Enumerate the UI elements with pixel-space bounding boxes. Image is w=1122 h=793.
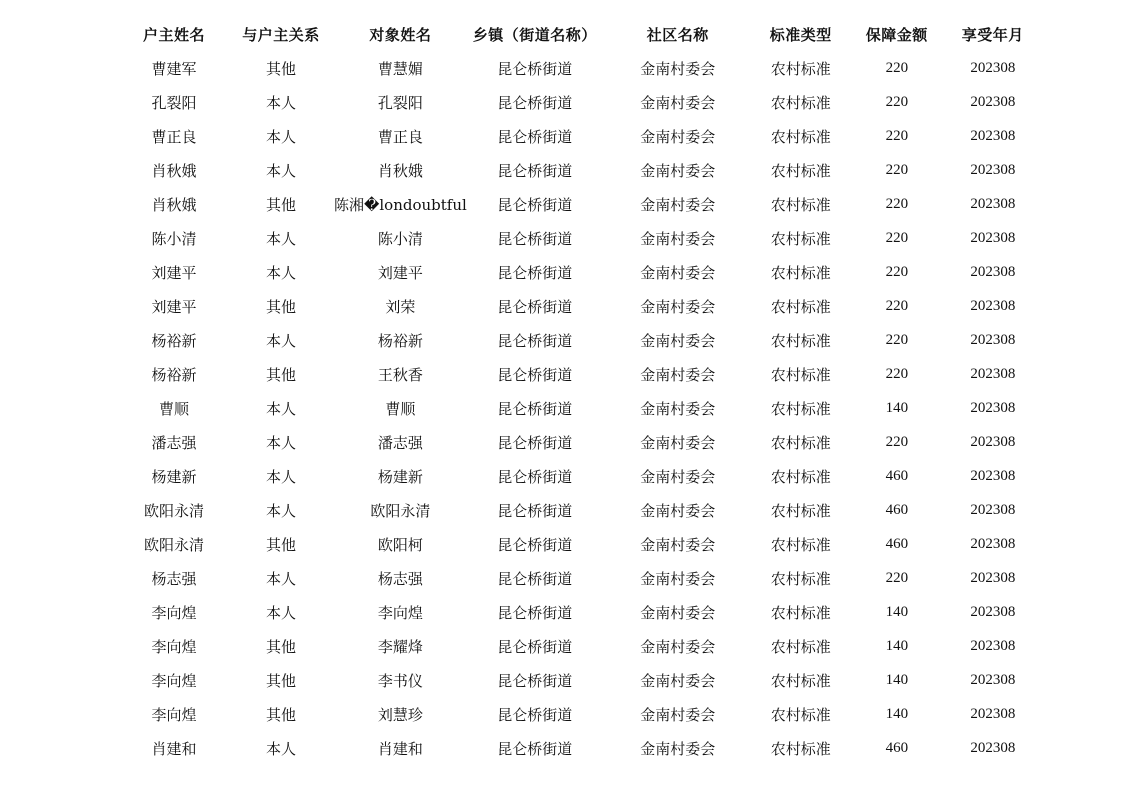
cell-standard-type: 农村标准	[770, 127, 831, 146]
cell-recipient-name: 刘慧珍	[377, 705, 423, 724]
table-row	[120, 527, 1041, 561]
cell-community: 金南村委会	[640, 739, 716, 758]
table-row	[120, 663, 1041, 697]
cell-period: 202308	[970, 739, 1016, 756]
cell-amount: 220	[885, 297, 909, 314]
cell-amount: 460	[885, 739, 909, 756]
cell-standard-type: 农村标准	[770, 467, 831, 486]
cell-relationship: 本人	[265, 603, 296, 622]
cell-period: 202308	[970, 59, 1016, 76]
cell-period: 202308	[970, 705, 1016, 722]
cell-household-head-name: 刘建平	[151, 297, 197, 316]
cell-community: 金南村委会	[640, 603, 716, 622]
cell-relationship: 本人	[265, 433, 296, 452]
cell-household-head-name: 杨建新	[151, 467, 197, 486]
table-body	[120, 51, 1041, 765]
cell-recipient-name: 肖建和	[377, 739, 423, 758]
cell-relationship: 其他	[265, 365, 296, 384]
cell-community: 金南村委会	[640, 705, 716, 724]
cell-standard-type: 农村标准	[770, 161, 831, 180]
cell-period: 202308	[970, 501, 1016, 518]
cell-town-street: 昆仑桥街道	[497, 365, 573, 384]
table-row	[120, 289, 1041, 323]
cell-household-head-name: 肖建和	[151, 739, 197, 758]
cell-community: 金南村委会	[640, 671, 716, 690]
cell-town-street: 昆仑桥街道	[497, 535, 573, 554]
cell-relationship: 本人	[265, 739, 296, 758]
table-row	[120, 187, 1041, 221]
cell-town-street: 昆仑桥街道	[497, 671, 573, 690]
header-relationship: 与户主关系	[242, 25, 320, 44]
cell-community: 金南村委会	[640, 93, 716, 112]
cell-household-head-name: 刘建平	[151, 263, 197, 282]
cell-community: 金南村委会	[640, 637, 716, 656]
cell-period: 202308	[970, 229, 1016, 246]
header-household-head-name: 户主姓名	[142, 25, 205, 44]
cell-standard-type: 农村标准	[770, 501, 831, 520]
cell-town-street: 昆仑桥街道	[497, 195, 573, 214]
cell-standard-type: 农村标准	[770, 603, 831, 622]
cell-relationship: 本人	[265, 569, 296, 588]
cell-amount: 220	[885, 331, 909, 348]
cell-period: 202308	[970, 399, 1016, 416]
cell-amount: 220	[885, 569, 909, 586]
cell-amount: 140	[885, 637, 909, 654]
cell-town-street: 昆仑桥街道	[497, 59, 573, 78]
cell-recipient-name: 肖秋娥	[377, 161, 423, 180]
cell-standard-type: 农村标准	[770, 93, 831, 112]
table-row	[120, 119, 1041, 153]
cell-amount: 140	[885, 603, 909, 620]
cell-relationship: 其他	[265, 671, 296, 690]
cell-community: 金南村委会	[640, 467, 716, 486]
cell-recipient-name: 欧阳永清	[370, 501, 431, 520]
cell-community: 金南村委会	[640, 263, 716, 282]
cell-recipient-name: 刘荣	[385, 297, 416, 316]
table-row	[120, 391, 1041, 425]
table-row	[120, 697, 1041, 731]
cell-period: 202308	[970, 297, 1016, 314]
cell-period: 202308	[970, 603, 1016, 620]
header-recipient-name: 对象姓名	[369, 25, 432, 44]
cell-standard-type: 农村标准	[770, 297, 831, 316]
cell-household-head-name: 杨裕新	[151, 365, 197, 384]
table-row	[120, 255, 1041, 289]
cell-amount: 140	[885, 671, 909, 688]
cell-recipient-name: 潘志强	[377, 433, 423, 452]
cell-amount: 220	[885, 229, 909, 246]
cell-recipient-name: 曹顺	[385, 399, 416, 418]
cell-community: 金南村委会	[640, 127, 716, 146]
cell-town-street: 昆仑桥街道	[497, 637, 573, 656]
cell-household-head-name: 曹顺	[158, 399, 189, 418]
cell-relationship: 其他	[265, 705, 296, 724]
cell-household-head-name: 李向煌	[151, 637, 197, 656]
cell-town-street: 昆仑桥街道	[497, 569, 573, 588]
cell-town-street: 昆仑桥街道	[497, 331, 573, 350]
cell-period: 202308	[970, 467, 1016, 484]
cell-period: 202308	[970, 569, 1016, 586]
cell-recipient-name: 王秋香	[377, 365, 423, 384]
cell-town-street: 昆仑桥街道	[497, 127, 573, 146]
cell-standard-type: 农村标准	[770, 705, 831, 724]
beneficiary-table	[120, 17, 1041, 765]
cell-town-street: 昆仑桥街道	[497, 739, 573, 758]
cell-relationship: 其他	[265, 637, 296, 656]
cell-period: 202308	[970, 161, 1016, 178]
table-row	[120, 595, 1041, 629]
header-standard-type: 标准类型	[769, 25, 832, 44]
cell-community: 金南村委会	[640, 297, 716, 316]
cell-standard-type: 农村标准	[770, 739, 831, 758]
cell-relationship: 其他	[265, 195, 296, 214]
cell-community: 金南村委会	[640, 399, 716, 418]
cell-community: 金南村委会	[640, 433, 716, 452]
cell-standard-type: 农村标准	[770, 399, 831, 418]
cell-recipient-name: 曹慧媚	[377, 59, 423, 78]
cell-community: 金南村委会	[640, 161, 716, 180]
cell-period: 202308	[970, 127, 1016, 144]
cell-relationship: 本人	[265, 229, 296, 248]
cell-amount: 140	[885, 705, 909, 722]
header-amount: 保障金额	[865, 25, 928, 44]
cell-recipient-name: 杨志强	[377, 569, 423, 588]
cell-relationship: 本人	[265, 467, 296, 486]
cell-amount: 140	[885, 399, 909, 416]
header-town-street: 乡镇（街道名称）	[472, 25, 597, 44]
cell-household-head-name: 杨志强	[151, 569, 197, 588]
cell-period: 202308	[970, 93, 1016, 110]
cell-relationship: 本人	[265, 263, 296, 282]
cell-community: 金南村委会	[640, 569, 716, 588]
cell-relationship: 本人	[265, 399, 296, 418]
cell-standard-type: 农村标准	[770, 263, 831, 282]
cell-amount: 220	[885, 93, 909, 110]
cell-standard-type: 农村标准	[770, 229, 831, 248]
cell-household-head-name: 李向煌	[151, 603, 197, 622]
cell-recipient-name: 杨建新	[377, 467, 423, 486]
cell-amount: 220	[885, 433, 909, 450]
cell-community: 金南村委会	[640, 195, 716, 214]
cell-relationship: 本人	[265, 161, 296, 180]
cell-household-head-name: 李向煌	[151, 671, 197, 690]
cell-period: 202308	[970, 195, 1016, 212]
cell-household-head-name: 潘志强	[151, 433, 197, 452]
cell-recipient-name: 李向煌	[377, 603, 423, 622]
cell-relationship: 其他	[265, 297, 296, 316]
cell-recipient-name: 陈湘�londoubtful	[334, 195, 467, 214]
cell-standard-type: 农村标准	[770, 59, 831, 78]
cell-recipient-name: 李书仪	[377, 671, 423, 690]
cell-recipient-name: 杨裕新	[377, 331, 423, 350]
header-community: 社区名称	[646, 25, 709, 44]
cell-recipient-name: 李耀烽	[377, 637, 423, 656]
cell-amount: 220	[885, 161, 909, 178]
cell-standard-type: 农村标准	[770, 569, 831, 588]
cell-recipient-name: 曹正良	[377, 127, 423, 146]
cell-period: 202308	[970, 671, 1016, 688]
cell-household-head-name: 肖秋娥	[151, 195, 197, 214]
cell-relationship: 本人	[265, 93, 296, 112]
cell-amount: 460	[885, 467, 909, 484]
cell-recipient-name: 刘建平	[377, 263, 423, 282]
cell-period: 202308	[970, 535, 1016, 552]
cell-town-street: 昆仑桥街道	[497, 297, 573, 316]
cell-amount: 460	[885, 535, 909, 552]
cell-period: 202308	[970, 433, 1016, 450]
cell-town-street: 昆仑桥街道	[497, 93, 573, 112]
cell-household-head-name: 孔裂阳	[151, 93, 197, 112]
cell-period: 202308	[970, 637, 1016, 654]
cell-amount: 220	[885, 263, 909, 280]
cell-household-head-name: 杨裕新	[151, 331, 197, 350]
table-row	[120, 357, 1041, 391]
cell-recipient-name: 孔裂阳	[377, 93, 423, 112]
cell-relationship: 本人	[265, 127, 296, 146]
cell-household-head-name: 曹建军	[151, 59, 197, 78]
cell-town-street: 昆仑桥街道	[497, 433, 573, 452]
table-row	[120, 51, 1041, 85]
cell-household-head-name: 欧阳永清	[143, 501, 204, 520]
header-period: 享受年月	[961, 25, 1024, 44]
cell-standard-type: 农村标准	[770, 535, 831, 554]
cell-community: 金南村委会	[640, 229, 716, 248]
cell-town-street: 昆仑桥街道	[497, 467, 573, 486]
cell-household-head-name: 曹正良	[151, 127, 197, 146]
table-row	[120, 153, 1041, 187]
table-row	[120, 459, 1041, 493]
table-row	[120, 493, 1041, 527]
cell-household-head-name: 肖秋娥	[151, 161, 197, 180]
cell-relationship: 本人	[265, 501, 296, 520]
cell-community: 金南村委会	[640, 365, 716, 384]
cell-community: 金南村委会	[640, 501, 716, 520]
cell-period: 202308	[970, 331, 1016, 348]
cell-amount: 220	[885, 59, 909, 76]
cell-relationship: 其他	[265, 535, 296, 554]
table-row	[120, 629, 1041, 663]
cell-town-street: 昆仑桥街道	[497, 501, 573, 520]
table-row	[120, 85, 1041, 119]
cell-standard-type: 农村标准	[770, 365, 831, 384]
cell-town-street: 昆仑桥街道	[497, 263, 573, 282]
cell-community: 金南村委会	[640, 535, 716, 554]
cell-amount: 460	[885, 501, 909, 518]
cell-amount: 220	[885, 127, 909, 144]
cell-household-head-name: 欧阳永清	[143, 535, 204, 554]
cell-standard-type: 农村标准	[770, 433, 831, 452]
cell-recipient-name: 陈小清	[377, 229, 423, 248]
cell-standard-type: 农村标准	[770, 195, 831, 214]
cell-town-street: 昆仑桥街道	[497, 603, 573, 622]
table-row	[120, 561, 1041, 595]
header-row	[120, 17, 1041, 51]
table-row	[120, 425, 1041, 459]
cell-recipient-name: 欧阳柯	[377, 535, 423, 554]
cell-household-head-name: 陈小清	[151, 229, 197, 248]
cell-standard-type: 农村标准	[770, 331, 831, 350]
cell-community: 金南村委会	[640, 331, 716, 350]
cell-relationship: 本人	[265, 331, 296, 350]
table-header	[120, 17, 1041, 51]
table-row	[120, 221, 1041, 255]
cell-amount: 220	[885, 365, 909, 382]
cell-standard-type: 农村标准	[770, 637, 831, 656]
cell-standard-type: 农村标准	[770, 671, 831, 690]
cell-relationship: 其他	[265, 59, 296, 78]
cell-amount: 220	[885, 195, 909, 212]
cell-community: 金南村委会	[640, 59, 716, 78]
table-row	[120, 731, 1041, 765]
table-row	[120, 323, 1041, 357]
cell-period: 202308	[970, 365, 1016, 382]
cell-household-head-name: 李向煌	[151, 705, 197, 724]
cell-town-street: 昆仑桥街道	[497, 399, 573, 418]
cell-town-street: 昆仑桥街道	[497, 161, 573, 180]
cell-period: 202308	[970, 263, 1016, 280]
cell-town-street: 昆仑桥街道	[497, 229, 573, 248]
cell-town-street: 昆仑桥街道	[497, 705, 573, 724]
